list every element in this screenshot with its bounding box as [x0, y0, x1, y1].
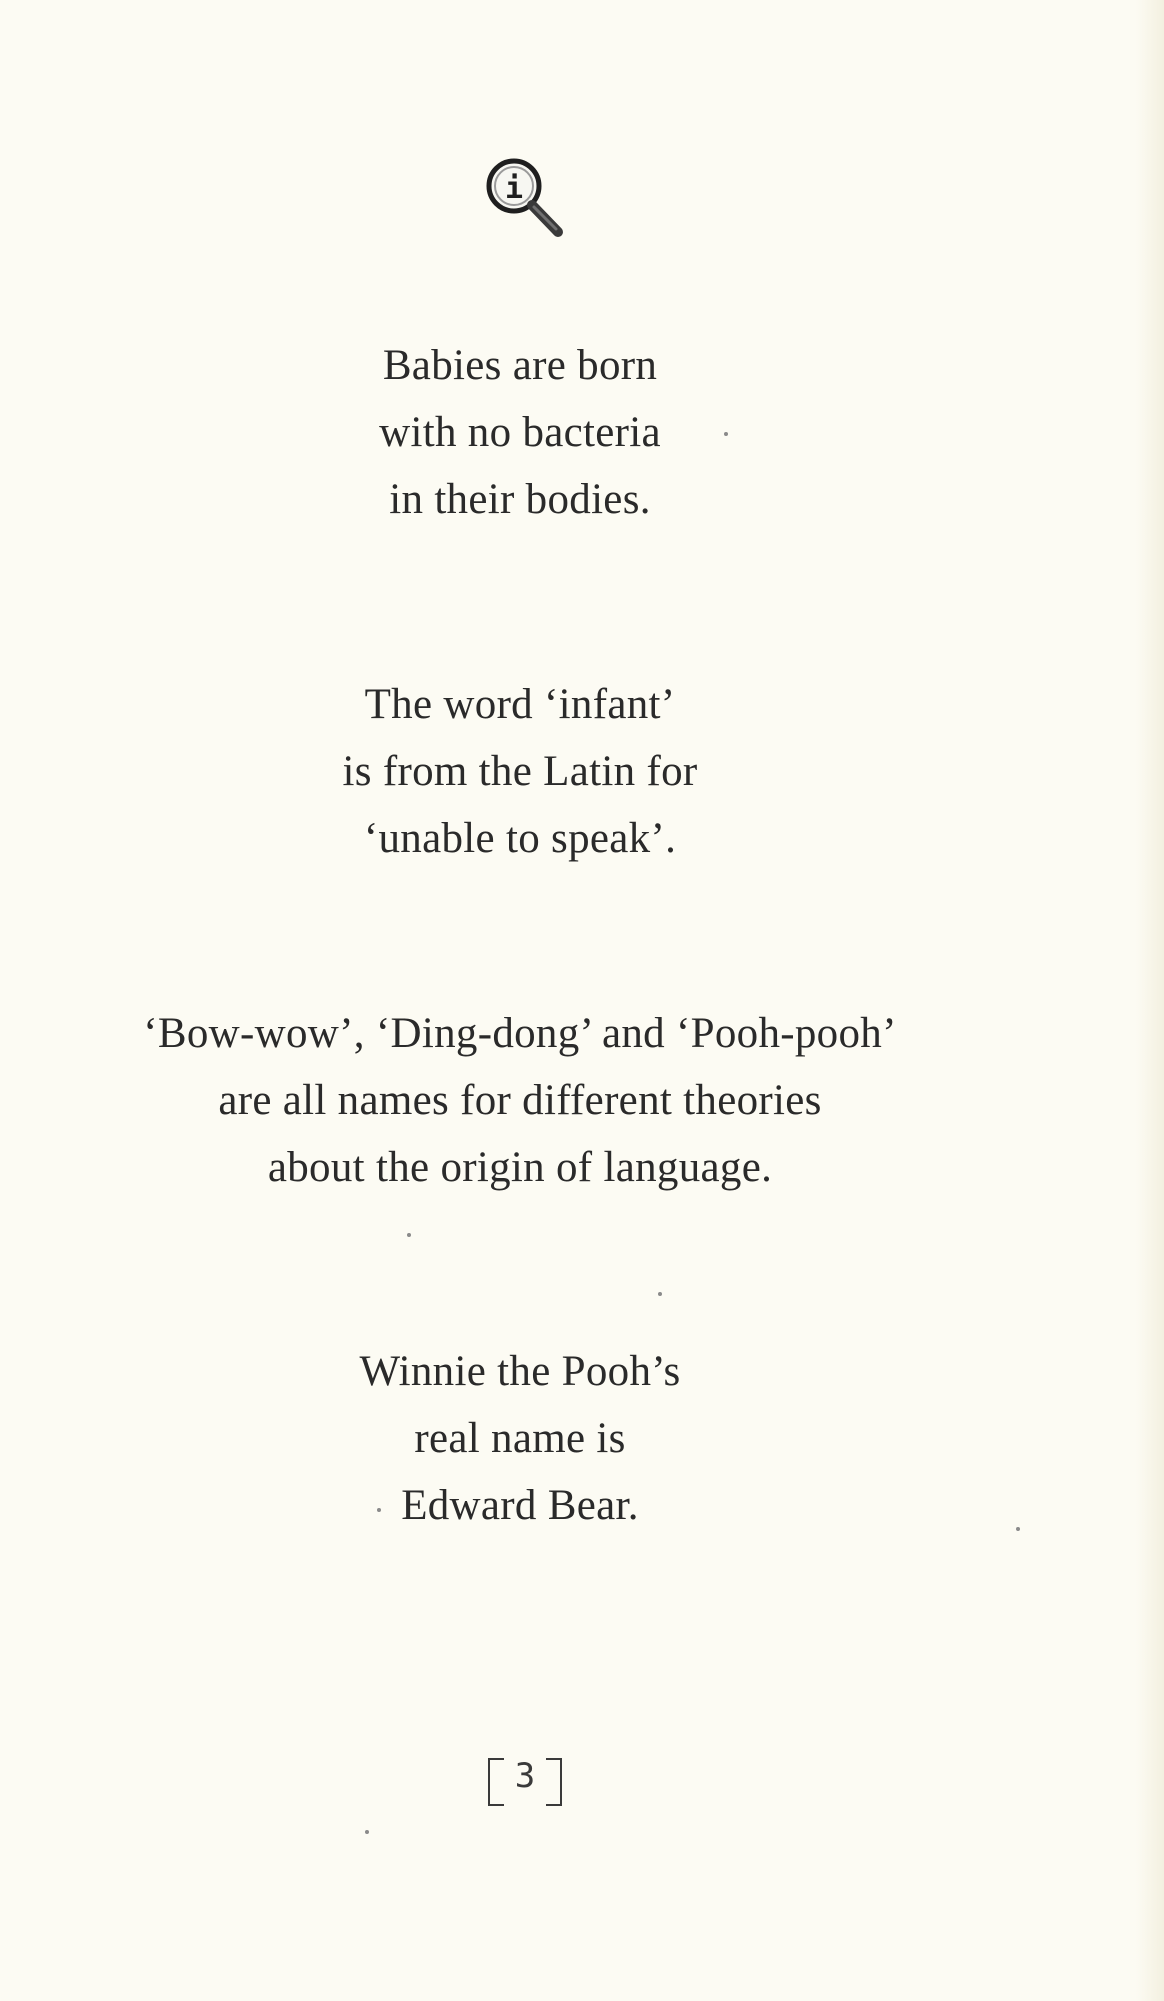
fact-line: Edward Bear. [401, 1482, 639, 1529]
fact-line: Winnie the Pooh’s [359, 1348, 681, 1395]
fact-line: ‘Bow-wow’, ‘Ding-dong’ and ‘Pooh-pooh’ [143, 1010, 897, 1057]
paper-speck [407, 1233, 411, 1237]
paper-speck [724, 432, 728, 436]
fact-line: are all names for different theories [218, 1077, 822, 1124]
paper-speck [377, 1508, 381, 1512]
fact-line: ‘unable to speak’. [363, 815, 677, 862]
fact-line: real name is [414, 1415, 626, 1462]
fact-line: with no bacteria [379, 409, 661, 456]
fact-block [80, 1338, 960, 1539]
fact-block [80, 1000, 960, 1201]
info-glyph: i [504, 171, 524, 206]
fact-block [80, 671, 960, 872]
info-magnifier-icon [476, 150, 572, 246]
right-bracket [546, 1758, 562, 1806]
paper-speck [1016, 1527, 1020, 1531]
fact-line: Babies are born [382, 342, 658, 389]
fact-line: about the origin of language. [267, 1144, 773, 1191]
fact-line: The word ‘infant’ [364, 681, 676, 728]
paper-speck [658, 1292, 662, 1296]
page-edge-shadow [1136, 0, 1164, 2001]
fact-line: in their bodies. [389, 476, 651, 523]
fact-block [80, 332, 960, 533]
page-number [470, 1750, 580, 1810]
page-number-value: 3 [514, 1756, 536, 1796]
fact-line: is from the Latin for [342, 748, 698, 795]
paper-speck [365, 1830, 369, 1834]
